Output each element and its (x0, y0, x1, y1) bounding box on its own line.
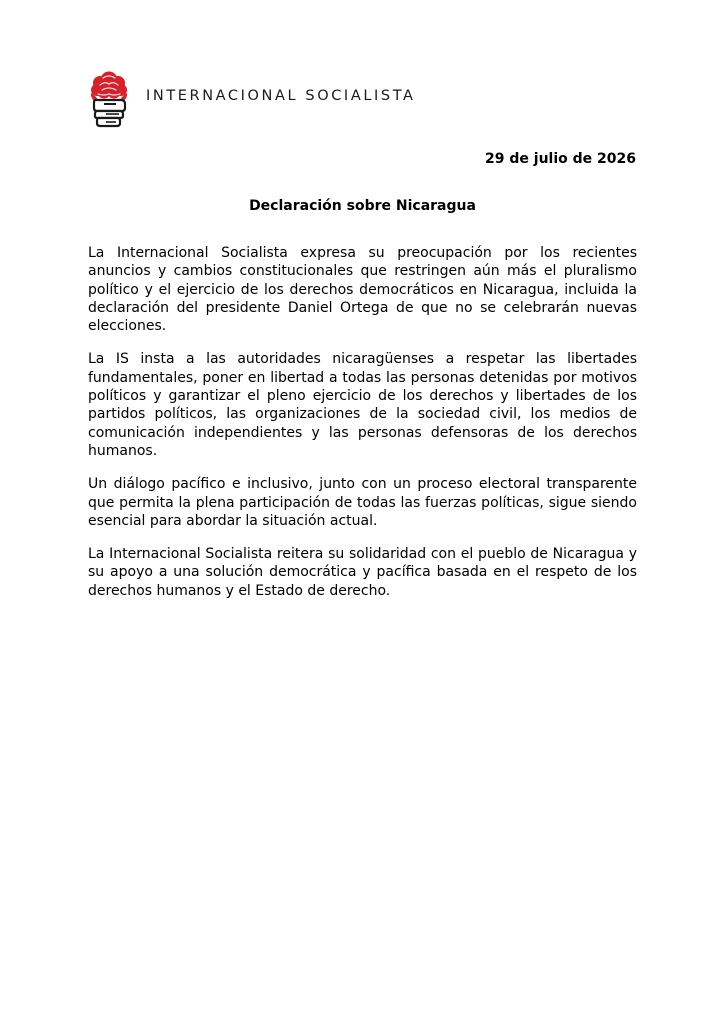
paragraph: Un diálogo pacífico e inclusivo, junto con un proceso electoral transparente que permita la plena participación de todas las fuerzas políticas, sigue siendo esencial para abordar la situación actual. (88, 476, 637, 529)
letterhead (86, 67, 416, 129)
document-title: Declaración sobre Nicaragua (249, 198, 476, 214)
paragraph: La IS insta a las autoridades nicaragüenses a respetar las libertades fundamentales, poner en libertad a todas las personas detenidas por motivos políticos y garantizar el pleno ejercicio de los derechos y libertades de los partidos políticos, las organizaciones de la sociedad civil, los medios de comunicación independientes y las personas defensoras de los derechos humanos. (88, 351, 637, 459)
document-body (88, 244, 637, 615)
organization-name: INTERNACIONAL SOCIALISTA (146, 88, 416, 104)
fist-and-rose-icon (86, 68, 132, 128)
paragraph: La Internacional Socialista reitera su solidaridad con el pueblo de Nicaragua y su apoyo a una solución democrática y pacífica basada en el respeto de los derechos humanos y el Estado de derecho. (88, 546, 637, 599)
document-date: 29 de julio de 2026 (485, 151, 636, 167)
paragraph: La Internacional Socialista expresa su preocupación por los recientes anuncios y cambios constitucionales que restringen aún más el pluralismo político y el ejercicio de los derechos democráticos en Nicaragua, incluida la declaración del presidente Daniel Ortega de que no se celebrarán nuevas elecciones. (88, 245, 637, 335)
